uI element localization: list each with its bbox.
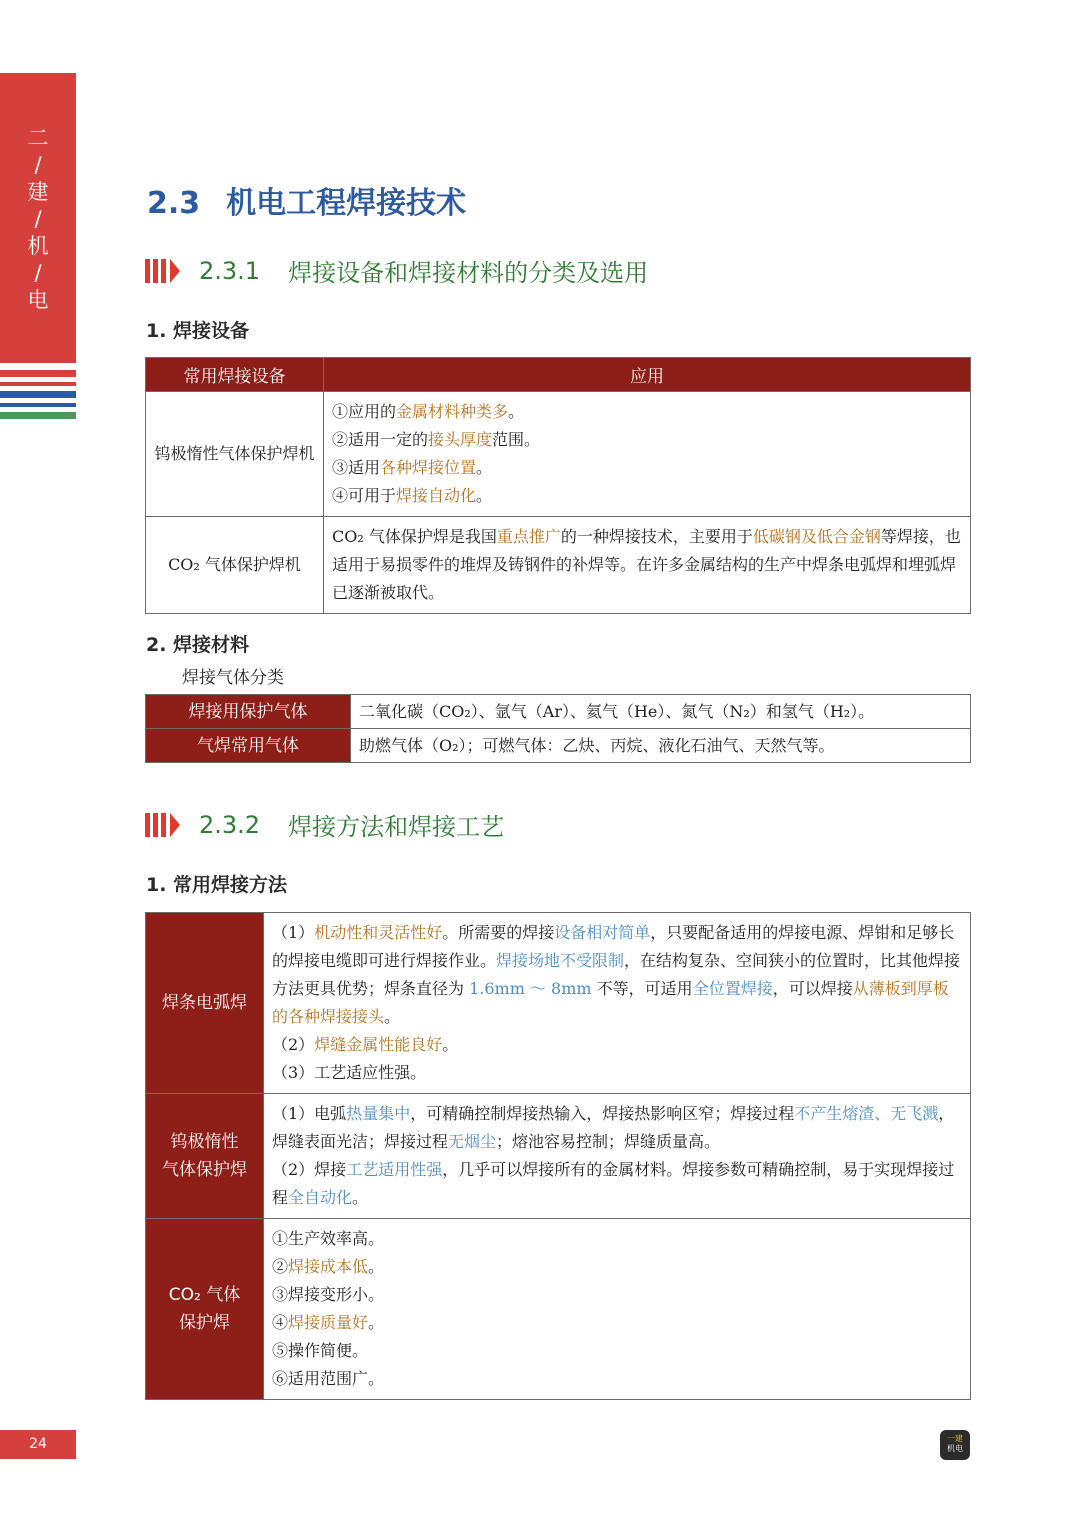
side-tab-text: 二 / 建 / 机 / 电: [27, 126, 49, 312]
equip-row1-label: 钨极惰性气体保护焊机: [146, 392, 324, 517]
methods-heading: 1. 常用焊接方法: [146, 874, 288, 896]
method-row2-text: （1）电弧热量集中，可精确控制焊接热输入，焊接热影响区窄；焊接过程不产生熔渣、无飞溅，焊缝表面光洁；焊接过程无烟尘；熔池容易控制；焊缝质量高。 （2）焊接工艺适用性强，几乎可以焊接所有的金属材料。焊接参数可精确控制，易于实现焊接过程全自动化。: [264, 1094, 971, 1219]
subsection-title-1: 2.3.1 焊接设备和焊接材料的分类及选用: [145, 253, 648, 288]
page-number: 24: [0, 1430, 76, 1459]
section-title: 2.3 机电工程焊接技术: [147, 186, 467, 221]
material-subheading: 焊接气体分类: [182, 668, 284, 688]
equipment-table: [145, 357, 971, 614]
gas-row2-label: 气焊常用气体: [146, 729, 351, 763]
equip-row2-label: CO₂ 气体保护焊机: [146, 517, 324, 614]
equip-col-header-1: 常用焊接设备: [146, 358, 324, 392]
bars-icon: [145, 259, 183, 283]
method-row1-text: （1）机动性和灵活性好。所需要的焊接设备相对简单，只要配备适用的焊接电源、焊钳和足够长的焊接电缆即可进行焊接作业。焊接场地不受限制，在结构复杂、空间狭小的位置时，比其他焊接方法更具优势；焊条直径为 1.6mm ～ 8mm 不等，可适用全位置焊接，可以焊接从薄板到厚板的各种焊接接头。 （2）焊缝金属性能良好。 （3）工艺适应性强。: [264, 913, 971, 1094]
method-row3-items: ①生产效率高。 ②焊接成本低。 ③焊接变形小。 ④焊接质量好。 ⑤操作简便。 ⑥适用范围广。: [264, 1219, 971, 1400]
side-decor-stripes: [0, 370, 76, 424]
equip-col-header-2: 应用: [324, 358, 971, 392]
gas-table: [145, 694, 971, 763]
methods-table: [145, 912, 971, 1400]
brand-logo-icon: 一建 机电: [940, 1430, 970, 1460]
material-heading: 2. 焊接材料: [146, 634, 250, 656]
equip-row2-text: CO₂ 气体保护焊是我国重点推广的一种焊接技术，主要用于低碳钢及低合金钢等焊接，也适用于易损零件的堆焊及铸钢件的补焊等。在许多金属结构的生产中焊条电弧焊和埋弧焊已逐渐被取代。: [324, 517, 971, 614]
method-row3-label: CO₂ 气体 保护焊: [146, 1219, 264, 1400]
bars-icon: [145, 813, 183, 837]
method-row1-label: 焊条电弧焊: [146, 913, 264, 1094]
gas-row1-value: 二氧化碳（CO₂）、氩气（Ar）、氦气（He）、氮气（N₂）和氢气（H₂）。: [351, 695, 971, 729]
subsection-title-2: 2.3.2 焊接方法和焊接工艺: [145, 807, 504, 842]
gas-row2-value: 助燃气体（O₂）；可燃气体：乙炔、丙烷、液化石油气、天然气等。: [351, 729, 971, 763]
gas-row1-label: 焊接用保护气体: [146, 695, 351, 729]
equip-row1-items: ①应用的金属材料种类多。 ②适用一定的接头厚度范围。 ③适用各种焊接位置。 ④可用于焊接自动化。: [324, 392, 971, 517]
method-row2-label: 钨极惰性 气体保护焊: [146, 1094, 264, 1219]
equip-heading: 1. 焊接设备: [146, 320, 250, 342]
